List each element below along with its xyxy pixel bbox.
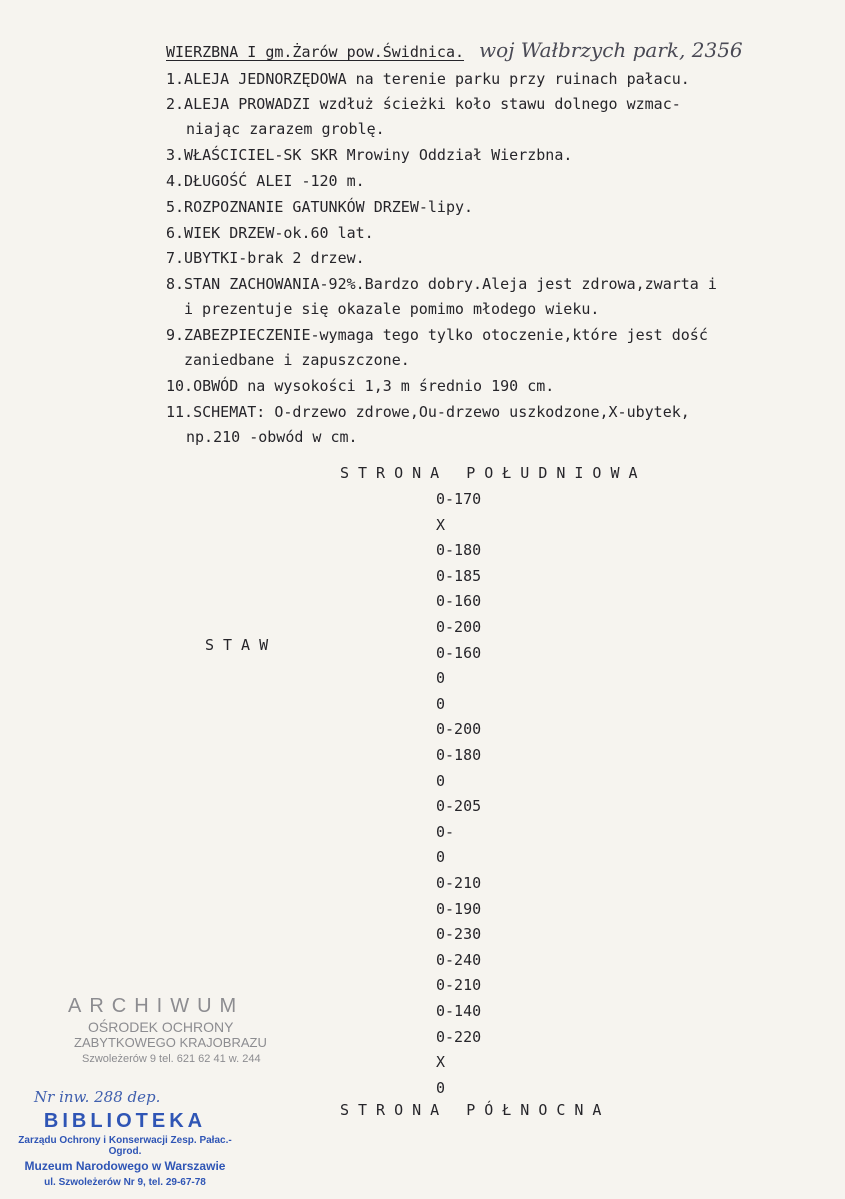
- archive-stamp: [68, 995, 267, 1065]
- document-header: [166, 38, 743, 62]
- item-9-continuation: zaniedbane i zapuszczone.: [184, 351, 410, 369]
- header-location: WIERZBNA I gm.Żarów pow.Świdnica.: [166, 43, 465, 61]
- archive-stamp-line3: ZABYTKOWEGO KRAJOBRAZU: [74, 1035, 267, 1050]
- tree-entry: 0-220: [436, 1028, 482, 1046]
- tree-entry: 0-210: [436, 976, 482, 994]
- archive-stamp-address: Szwoleżerów 9 tel. 621 62 41 w. 244: [82, 1053, 261, 1065]
- item-5: 5.ROZPOZNANIE GATUNKÓW DRZEW-lipy.: [166, 198, 474, 216]
- tree-entry: X: [436, 516, 446, 534]
- header-handwritten-note: woj Wałbrzych park, 2356: [479, 38, 743, 62]
- library-stamp-line3: Muzeum Narodowego w Warszawie: [24, 1159, 226, 1173]
- archive-stamp-title: ARCHIWUM: [68, 995, 245, 1017]
- library-stamp-title: BIBLIOTEKA: [43, 1110, 207, 1132]
- item-11-continuation: np.210 -obwód w cm.: [186, 428, 358, 446]
- library-stamp-line2: Zarządu Ochrony i Konserwacji Zesp. Pałac.-Ogrod.: [18, 1135, 232, 1157]
- tree-entry: 0-140: [436, 1002, 482, 1020]
- item-6: 6.WIEK DRZEW-ok.60 lat.: [166, 224, 374, 242]
- library-stamp: [10, 1110, 240, 1188]
- tree-entry: 0-230: [436, 925, 482, 943]
- tree-entry: 0-180: [436, 746, 482, 764]
- archive-stamp-line2: OŚRODEK OCHRONY: [88, 1019, 234, 1035]
- south-side-label: STRONA POŁUDNIOWA: [340, 464, 647, 482]
- item-4: 4.DŁUGOŚĆ ALEI -120 m.: [166, 172, 365, 190]
- tree-entry: 0-180: [436, 541, 482, 559]
- tree-entry: 0-200: [436, 618, 482, 636]
- item-8: 8.STAN ZACHOWANIA-92%.Bardzo dobry.Aleja jest zdrowa,zwarta i: [166, 275, 717, 293]
- pond-label: STAW: [205, 636, 278, 654]
- tree-entry: 0-: [436, 823, 455, 841]
- item-1: 1.ALEJA JEDNORZĘDOWA na terenie parku przy ruinach pałacu.: [166, 70, 690, 88]
- item-3: 3.WŁAŚCICIEL-SK SKR Mrowiny Oddział Wierzbna.: [166, 146, 573, 164]
- tree-entry: 0-240: [436, 951, 482, 969]
- tree-entry: 0: [436, 669, 446, 687]
- item-2-continuation: niając zarazem groblę.: [186, 120, 385, 138]
- tree-entry: 0: [436, 695, 446, 713]
- tree-entry: 0-160: [436, 592, 482, 610]
- tree-entry: 0-185: [436, 567, 482, 585]
- tree-entry: 0-210: [436, 874, 482, 892]
- library-stamp-address: ul. Szwoleżerów Nr 9, tel. 29-67-78: [44, 1177, 206, 1188]
- tree-entry: 0-170: [436, 490, 482, 508]
- tree-entry: 0-205: [436, 797, 482, 815]
- item-7: 7.UBYTKI-brak 2 drzew.: [166, 249, 365, 267]
- tree-entry: 0: [436, 1079, 446, 1097]
- item-8-continuation: i prezentuje się okazale pomimo młodego wieku.: [184, 300, 600, 318]
- tree-entry: 0-200: [436, 720, 482, 738]
- tree-entry: 0-190: [436, 900, 482, 918]
- tree-entry: X: [436, 1053, 446, 1071]
- item-9: 9.ZABEZPIECZENIE-wymaga tego tylko otoczenie,które jest dość: [166, 326, 708, 344]
- inventory-note: Nr inw. 288 dep.: [34, 1088, 161, 1106]
- item-10: 10.OBWÓD na wysokości 1,3 m średnio 190 cm.: [166, 377, 555, 395]
- item-11: 11.SCHEMAT: O-drzewo zdrowe,Ou-drzewo uszkodzone,X-ubytek,: [166, 403, 690, 421]
- north-side-label: STRONA PÓŁNOCNA: [340, 1101, 611, 1119]
- tree-entry: 0-160: [436, 644, 482, 662]
- tree-entry: 0: [436, 848, 446, 866]
- tree-entry: 0: [436, 772, 446, 790]
- item-2: 2.ALEJA PROWADZI wzdłuż ścieżki koło stawu dolnego wzmac-: [166, 95, 681, 113]
